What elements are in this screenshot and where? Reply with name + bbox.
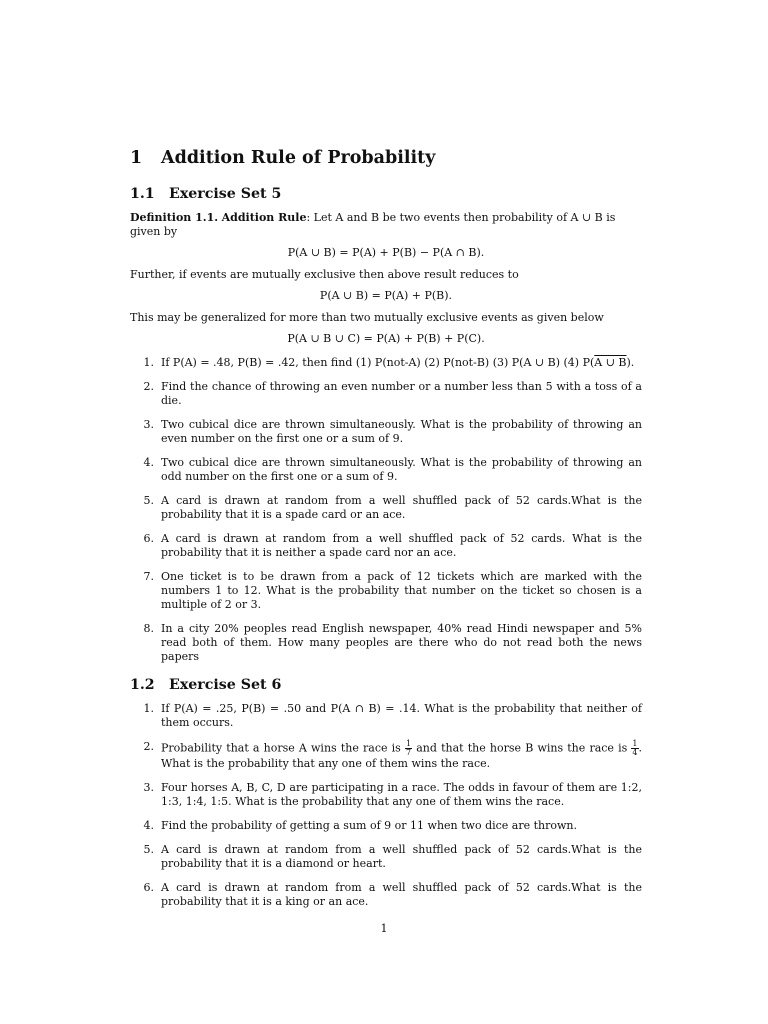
item-number: 4.	[143, 819, 154, 832]
page-content	[130, 148, 642, 919]
exercise-set-6-list	[130, 702, 642, 909]
item-text: Four horses A, B, C, D are participating in a race. The odds in favour of them are 1:2, 1:3, 1:4, 1:5. What is the probability that any one of them wins the race.	[161, 781, 642, 808]
definition-text: : Let A and B be two events then probability of A ∪ B is given by	[130, 211, 616, 238]
item-text: A card is drawn at random from a well shuffled pack of 52 cards.What is the probability that it is a spade card or an ace.	[161, 494, 642, 521]
list-item	[130, 494, 642, 522]
item-number: 1.	[143, 702, 154, 715]
page-number: 1	[380, 922, 388, 935]
item-text: If P(A) = .25, P(B) = .50 and P(A ∩ B) = .14. What is the probability that neither of them occurs.	[161, 702, 642, 729]
generalized-paragraph: This may be generalized for more than two mutually exclusive events as given below	[130, 311, 604, 324]
item-number: 2.	[143, 740, 154, 753]
section-number: 1	[130, 148, 143, 168]
equation-mutually-exclusive: P(A ∪ B) = P(A) + P(B).	[319, 289, 453, 302]
item-text: If P(A) = .48, P(B) = .42, then find (1) P(not-A) (2) P(not-B) (3) P(A ∪ B) (4) P(A ∪ B).	[161, 356, 635, 369]
item-number: 3.	[143, 418, 154, 431]
fraction-one-fourth: $\frac{1}{4}$	[632, 739, 638, 757]
section-title: Addition Rule of Probability	[161, 148, 436, 168]
subsection-title: Exercise Set 6	[169, 677, 282, 693]
item-number: 4.	[143, 456, 154, 469]
item-text: Find the probability of getting a sum of 9 or 11 when two dice are thrown.	[161, 819, 578, 832]
subsection-heading-2	[130, 677, 642, 693]
subsection-number: 1.1	[130, 186, 155, 202]
item-text: A card is drawn at random from a well shuffled pack of 52 cards. What is the probability that it is neither a spade card nor an ace.	[161, 532, 642, 559]
list-item	[130, 532, 642, 560]
subsection-title: Exercise Set 5	[169, 186, 282, 202]
item-number: 5.	[143, 494, 154, 507]
list-item	[130, 843, 642, 871]
equation-addition-rule: P(A ∪ B) = P(A) + P(B) − P(A ∩ B).	[287, 246, 485, 259]
fraction-one-seventh: $\frac{1}{7}$	[406, 739, 412, 757]
item-text: A card is drawn at random from a well shuffled pack of 52 cards.What is the probability that it is a king or an ace.	[161, 881, 642, 908]
item-number: 6.	[143, 881, 154, 894]
item-text: One ticket is to be drawn from a pack of 12 tickets which are marked with the numbers 1 to 12. What is the probability that number on the ticket so chosen is a multiple of 2 or 3.	[161, 570, 642, 611]
list-item	[130, 781, 642, 809]
list-item	[130, 819, 642, 833]
item-text: Two cubical dice are thrown simultaneously. What is the probability of throwing an odd number on the first one or a sum of 9.	[161, 456, 642, 483]
item-number: 1.	[143, 356, 154, 369]
item-number: 3.	[143, 781, 154, 794]
list-item	[130, 740, 642, 771]
item-text: A card is drawn at random from a well shuffled pack of 52 cards.What is the probability that it is a diamond or heart.	[161, 843, 642, 870]
section-heading	[130, 148, 642, 168]
item-text: In a city 20% peoples read English newspaper, 40% read Hindi newspaper and 5% read both of them. How many peoples are there who do not read both the news papers	[161, 622, 642, 663]
list-item	[130, 881, 642, 909]
definition-label: Definition 1.1.	[130, 211, 219, 224]
item-text: Find the chance of throwing an even number or a number less than 5 with a toss of a die.	[161, 380, 642, 407]
list-item	[130, 418, 642, 446]
definition-name: Addition Rule	[221, 211, 307, 224]
item-number: 8.	[143, 622, 154, 635]
definition-paragraph	[130, 211, 642, 239]
item-text: Probability that a horse A wins the race is $\frac{1}{7}$ and that the horse B wins the race is $\frac{1}{4}$ . What is the probability that any one of them wins the race.	[161, 739, 643, 770]
item-text: Two cubical dice are thrown simultaneously. What is the probability of throwing an even number on the first one or a sum of 9.	[161, 418, 642, 445]
list-item	[130, 356, 642, 370]
list-item	[130, 702, 642, 730]
subsection-number: 1.2	[130, 677, 155, 693]
list-item	[130, 622, 642, 664]
further-paragraph: Further, if events are mutually exclusive then above result reduces to	[130, 268, 519, 281]
subsection-heading-1	[130, 186, 642, 202]
item-number: 7.	[143, 570, 154, 583]
list-item	[130, 570, 642, 612]
item-number: 5.	[143, 843, 154, 856]
item-number: 6.	[143, 532, 154, 545]
list-item	[130, 456, 642, 484]
equation-three-events: P(A ∪ B ∪ C) = P(A) + P(B) + P(C).	[287, 332, 485, 345]
list-item	[130, 380, 642, 408]
item-number: 2.	[143, 380, 154, 393]
exercise-set-5-list	[130, 356, 642, 664]
